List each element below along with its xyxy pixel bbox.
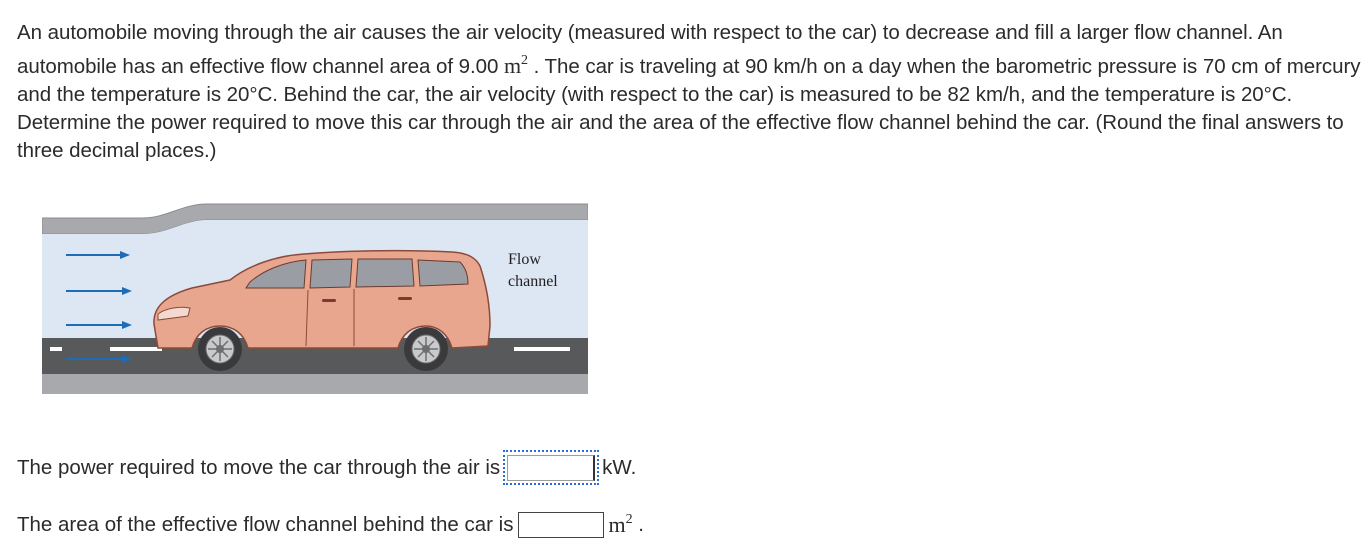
car-rear-wheel [404, 327, 448, 371]
car-window-middle [310, 259, 352, 288]
power-input-focus-ring [503, 450, 599, 485]
area-question [17, 512, 644, 538]
flow-channel-figure [42, 196, 588, 398]
car-window-back [418, 260, 468, 286]
area-question-prompt: The area of the effective flow channel behind the car is [17, 513, 514, 536]
flow-channel-label-line1: Flow [508, 251, 541, 268]
problem-text-part2: . The car is traveling at 90 km/h on a day when the barometric pressure is 70 cm of mercury and the temperature is 20°C. Behind the car, the air velocity (with respect to the car) is measured to be 82 km/h, and the temperature is 20°C. Determine the power required to move this car through the air and the area of the effective flow channel behind the car. (Round the final answers to three decimal places.) [17, 55, 1361, 162]
car-window-rear [356, 259, 414, 287]
power-answer-input[interactable] [507, 455, 595, 481]
power-unit: kW. [602, 455, 637, 479]
car-front-wheel [198, 327, 242, 371]
road-bottom-edge [42, 374, 588, 394]
flow-channel-label-line2: channel [508, 273, 558, 290]
area-unit: $m^2$ [503, 53, 528, 78]
area-unit-suffix: . [632, 513, 645, 536]
lane-mark [110, 347, 162, 351]
car-door-handle [398, 297, 412, 300]
problem-statement [17, 19, 1362, 165]
lane-mark [50, 347, 62, 351]
car-door-handle [322, 299, 336, 302]
power-question [17, 450, 636, 485]
problem-text-part1: An automobile moving through the air causes the air velocity (measured with respect to the car) to decrease and fill a larger flow channel. An automobile has an effective flow channel area of 9.00 [17, 21, 1283, 78]
area-unit-label: $m^2$ [608, 512, 633, 537]
lane-mark [514, 347, 570, 351]
power-question-prompt: The power required to move the car through the air is [17, 455, 501, 479]
area-answer-input[interactable] [518, 512, 604, 538]
